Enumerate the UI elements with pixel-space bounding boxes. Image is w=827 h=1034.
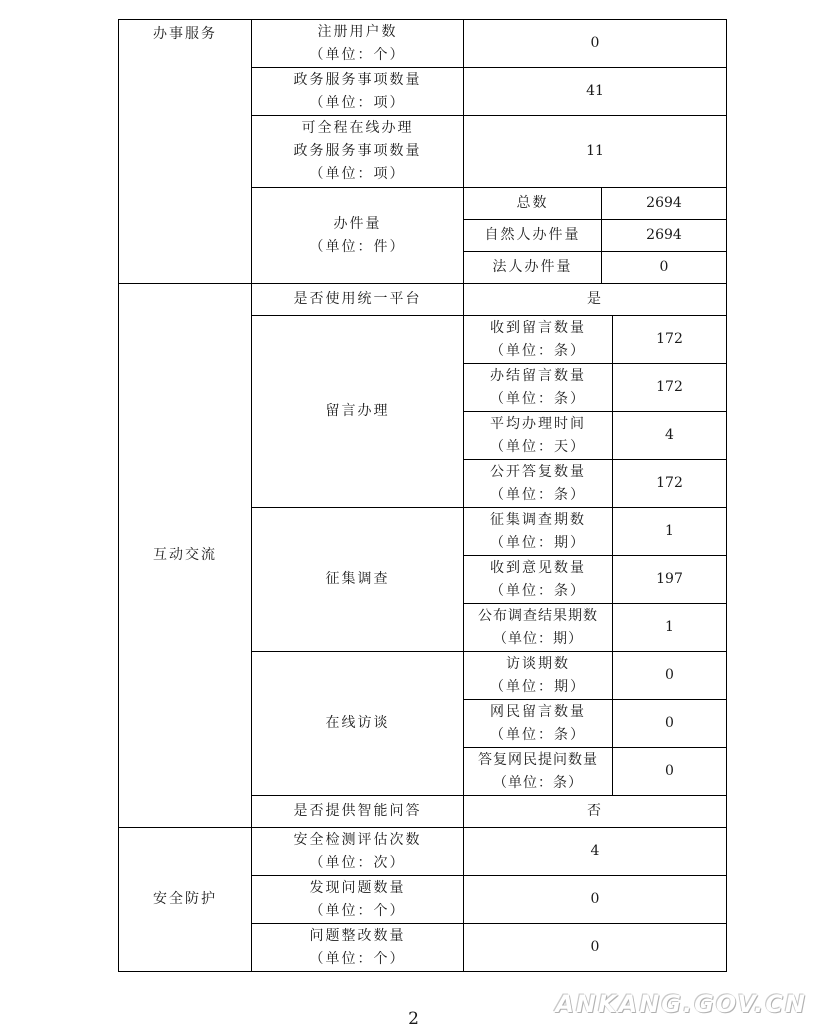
sub-label: 答复网民提问数量 （单位：条） [464,748,613,796]
sub-value: 0 [613,652,727,700]
section-label: 互动交流 [153,547,217,563]
row-value: 0 [464,20,727,68]
section-label: 办事服务 [153,26,217,42]
sub-label: 网民留言数量 （单位：条） [464,700,613,748]
sub-label: 总数 [464,188,602,220]
section-security [119,828,252,972]
row-value: 是 [464,284,727,316]
sub-value: 2694 [602,188,727,220]
row-value: 0 [464,876,727,924]
row-label: 注册用户数 （单位：个） [252,20,464,68]
sub-value: 172 [613,460,727,508]
row-value: 11 [464,116,727,188]
sub-label: 法人办件量 [464,252,602,284]
row-value: 4 [464,828,727,876]
sub-label: 征集调查期数 （单位：期） [464,508,613,556]
group-label: 留言办理 [252,316,464,508]
sub-label: 访谈期数 （单位：期） [464,652,613,700]
section-service [119,20,252,284]
sub-label: 平均办理时间 （单位：天） [464,412,613,460]
page-number: 2 [408,1009,419,1029]
sub-value: 0 [613,748,727,796]
sub-label: 公开答复数量 （单位：条） [464,460,613,508]
group-label: 在线访谈 [252,652,464,796]
sub-value: 1 [613,604,727,652]
sub-value: 172 [613,316,727,364]
sub-value: 2694 [602,220,727,252]
row-label: 可全程在线办理 政务服务事项数量 （单位：项） [252,116,464,188]
site-watermark: ANKANG.GOV.CN [555,990,807,1018]
sub-value: 0 [602,252,727,284]
sub-value: 172 [613,364,727,412]
row-label: 办件量 （单位：件） [252,188,464,284]
row-label: 是否使用统一平台 [252,284,464,316]
row-label: 发现问题数量 （单位：个） [252,876,464,924]
sub-value: 197 [613,556,727,604]
sub-label: 公布调查结果期数 （单位：期） [464,604,613,652]
row-label: 是否提供智能问答 [252,796,464,828]
section-label: 安全防护 [153,891,217,907]
row-value: 0 [464,924,727,972]
sub-label: 收到意见数量 （单位：条） [464,556,613,604]
sub-value: 0 [613,700,727,748]
statistics-table [118,19,727,972]
sub-label: 办结留言数量 （单位：条） [464,364,613,412]
row-value: 41 [464,68,727,116]
row-label: 安全检测评估次数 （单位：次） [252,828,464,876]
row-label: 政务服务事项数量 （单位：项） [252,68,464,116]
sub-label: 自然人办件量 [464,220,602,252]
sub-value: 4 [613,412,727,460]
sub-label: 收到留言数量 （单位：条） [464,316,613,364]
row-label: 问题整改数量 （单位：个） [252,924,464,972]
group-label: 征集调查 [252,508,464,652]
sub-value: 1 [613,508,727,556]
row-value: 否 [464,796,727,828]
section-interaction [119,284,252,828]
